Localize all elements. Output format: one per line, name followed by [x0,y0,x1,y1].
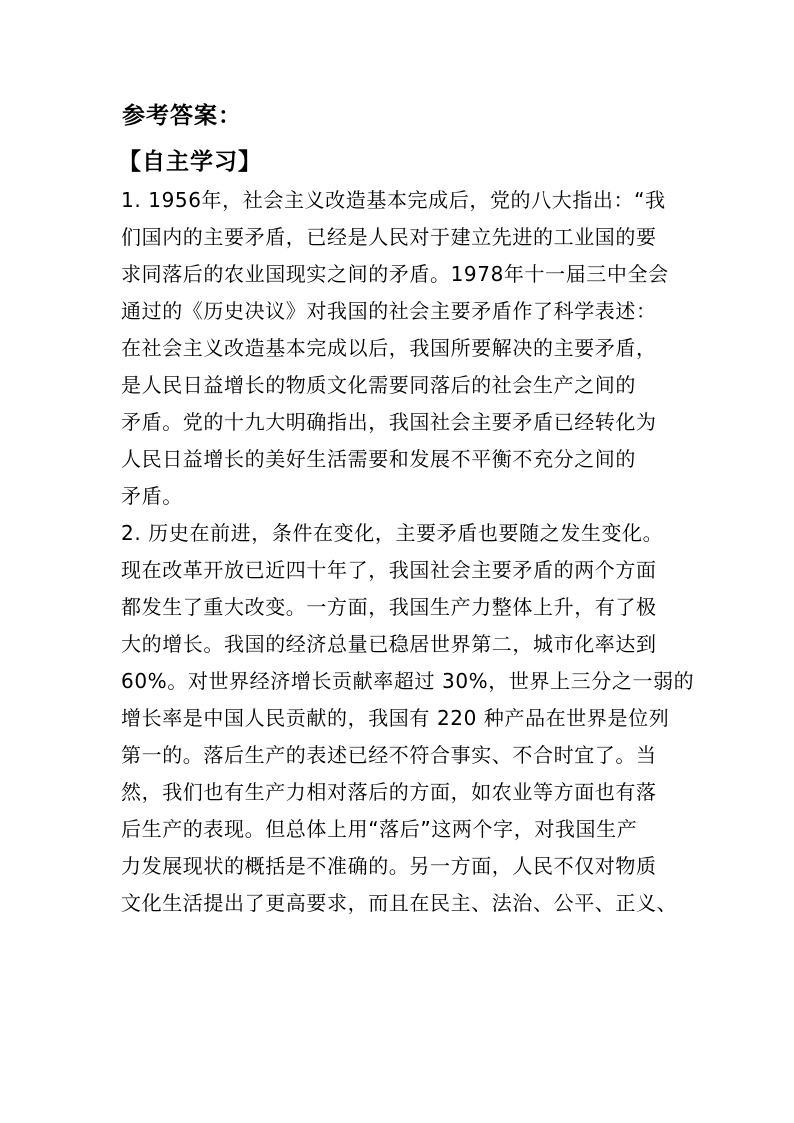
text-line: 文化生活提出了更高要求，而且在民主、法治、公平、正义、 [121,891,678,915]
text-line: 大的增长。我国的经济总量已稳居世界第二，城市化率达到 [121,632,657,656]
text-line: 增长率是中国人民贡献的，我国有 220 种产品在世界是位列 [121,706,670,730]
text-line: 矛盾。 [121,484,183,508]
text-line: 矛盾。党的十九大明确指出，我国社会主要矛盾已经转化为 [121,410,657,434]
text-line: 然，我们也有生产力相对落后的方面，如农业等方面也有落 [121,780,657,804]
text-line: 力发展现状的概括是不准确的。另一方面，人民不仅对物质 [121,854,657,878]
text-line: 通过的《历史决议》对我国的社会主要矛盾作了科学表述： [121,299,657,323]
text-line: 们国内的主要矛盾，已经是人民对于建立先进的工业国的要 [121,225,657,249]
text-line: 在社会主义改造基本完成以后，我国所要解决的主要矛盾， [121,336,657,360]
section-title: 【自主学习】 [118,149,262,175]
text-line: 都发生了重大改变。一方面，我国生产力整体上升，有了极 [121,595,657,619]
answer-heading: 参考答案： [122,103,242,129]
text-line: 人民日益增长的美好生活需要和发展不平衡不充分之间的 [121,447,636,471]
text-line: 60%。对世界经济增长贡献率超过 30%，世界上三分之一弱的 [121,669,695,693]
text-line: 后生产的表现。但总体上用“落后”这两个字，对我国生产 [121,817,638,841]
text-line: 第一的。落后生产的表述已经不符合事实、不合时宜了。当 [121,743,657,767]
text-line: 2. 历史在前进，条件在变化，主要矛盾也要随之发生变化。 [121,521,664,545]
text-line: 求同落后的农业国现实之间的矛盾。1978年十一届三中全会 [121,262,669,286]
text-line: 1. 1956年，社会主义改造基本完成后，党的八大指出：“我 [121,188,666,212]
text-line: 现在改革开放已近四十年了，我国社会主要矛盾的两个方面 [121,558,657,582]
text-line: 是人民日益增长的物质文化需要同落后的社会生产之间的 [121,373,636,397]
